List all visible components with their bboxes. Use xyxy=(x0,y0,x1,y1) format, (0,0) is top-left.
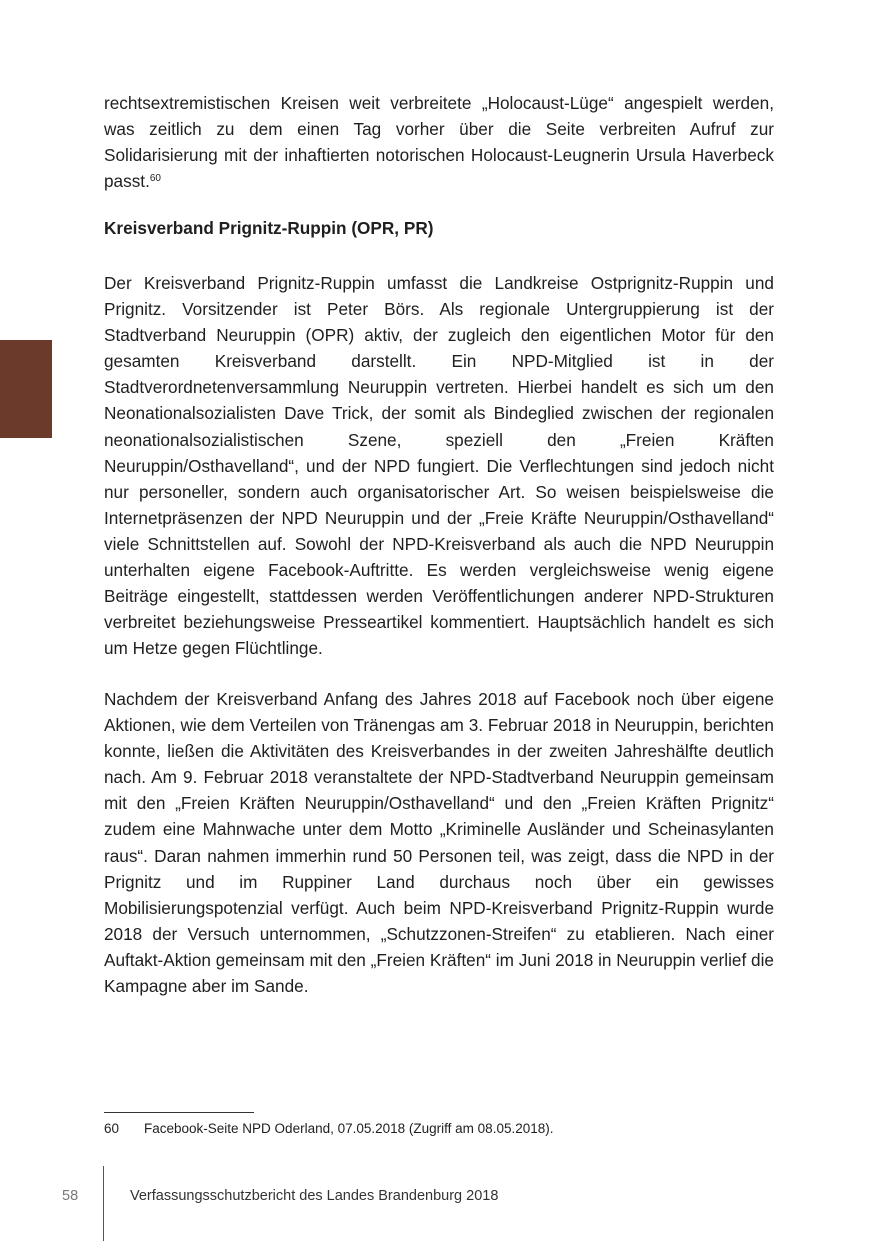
footnote-ref[interactable]: 60 xyxy=(149,173,161,185)
footer-divider xyxy=(103,1166,104,1241)
paragraph-2 xyxy=(104,270,774,661)
page-number: 58 xyxy=(62,1188,79,1204)
paragraph-1 xyxy=(104,90,774,194)
section-heading: Kreisverband Prignitz-Ruppin (OPR, PR) xyxy=(104,218,434,238)
footer-title: Verfassungsschutzbericht des Landes Brandenburg 2018 xyxy=(130,1188,499,1204)
chapter-tab xyxy=(0,340,52,438)
paragraph-2-text: Der Kreisverband Prignitz-Ruppin umfasst die Landkreise Ostprignitz-Ruppin und Prignitz. Vorsitzender ist Peter Börs. Als regionale Untergruppierung ist der Stadtverband Neuruppin (OPR) aktiv, der zugleich den eigentlichen Motor für den gesamten Kreisverband darstellt. Ein NPD-Mitglied ist in der Stadtverordnetenversammlung Neuruppin vertreten. Hierbei handelt es sich um den Neonationalsozialisten Dave Trick, der somit als Bindeglied zwischen der regionalen neonationalsozialistischen Szene, speziell den „Freien Kräften Neuruppin/Osthavelland“, und der NPD fungiert. Die Verflechtungen sind jedoch nicht nur personeller, sondern auch organisatorischer Art. So weisen beispielsweise die Internetpräsenzen der NPD Neuruppin und der „Freie Kräfte Neuruppin/Osthavelland“ viele Schnittstellen auf. Sowohl der NPD-Kreisverband als auch die NPD Neuruppin unterhalten eigene Facebook-Auftritte. Es werden vergleichsweise wenig eigene Beiträge eingestellt, stattdessen werden Veröffentlichungen anderer NPD-Strukturen verbreitet beziehungsweise Presseartikel kommentiert. Hauptsächlich handelt es sich um Hetze gegen Flüchtlinge. xyxy=(104,273,774,659)
paragraph-3 xyxy=(104,686,774,999)
footnote xyxy=(104,1120,554,1138)
footnote-text: Facebook-Seite NPD Oderland, 07.05.2018 (Zugriff am 08.05.2018). xyxy=(144,1121,554,1136)
paragraph-1-text: rechtsextremistischen Kreisen weit verbreitete „Holocaust-Lüge“ angespielt werden, was zeitlich zu dem einen Tag vorher über die Seite verbreiten Aufruf zur Solidarisierung mit der inhaftierten notorischen Holocaust-Leugnerin Ursula Haverbeck passt. xyxy=(104,93,774,192)
footnote-number: 60 xyxy=(104,1121,120,1136)
paragraph-3-text: Nachdem der Kreisverband Anfang des Jahres 2018 auf Facebook noch über eigene Aktionen, wie dem Verteilen von Tränengas am 3. Februar 2018 in Neuruppin, berichten konnte, ließen die Aktivitäten des Kreisverbandes in der zweiten Jahreshälfte deutlich nach. Am 9. Februar 2018 veranstaltete der NPD-Stadtverband Neuruppin gemeinsam mit den „Freien Kräften Neuruppin/Osthavelland“ und den „Freien Kräften Prignitz“ zudem eine Mahnwache unter dem Motto „Kriminelle Ausländer und Scheinasylanten raus“. Daran nahmen immerhin rund 50 Personen teil, was zeigt, dass die NPD in der Prignitz und im Ruppiner Land durchaus noch über ein gewisses Mobilisierungspotenzial verfügt. Auch beim NPD-Kreisverband Prignitz-Ruppin wurde 2018 der Versuch unternommen, „Schutzzonen-Streifen“ zu etablieren. Nach einer Auftakt-Aktion gemeinsam mit den „Freien Kräften“ im Juni 2018 in Neuruppin verlief die Kampagne aber im Sande. xyxy=(104,689,774,997)
footnote-divider xyxy=(104,1112,254,1113)
